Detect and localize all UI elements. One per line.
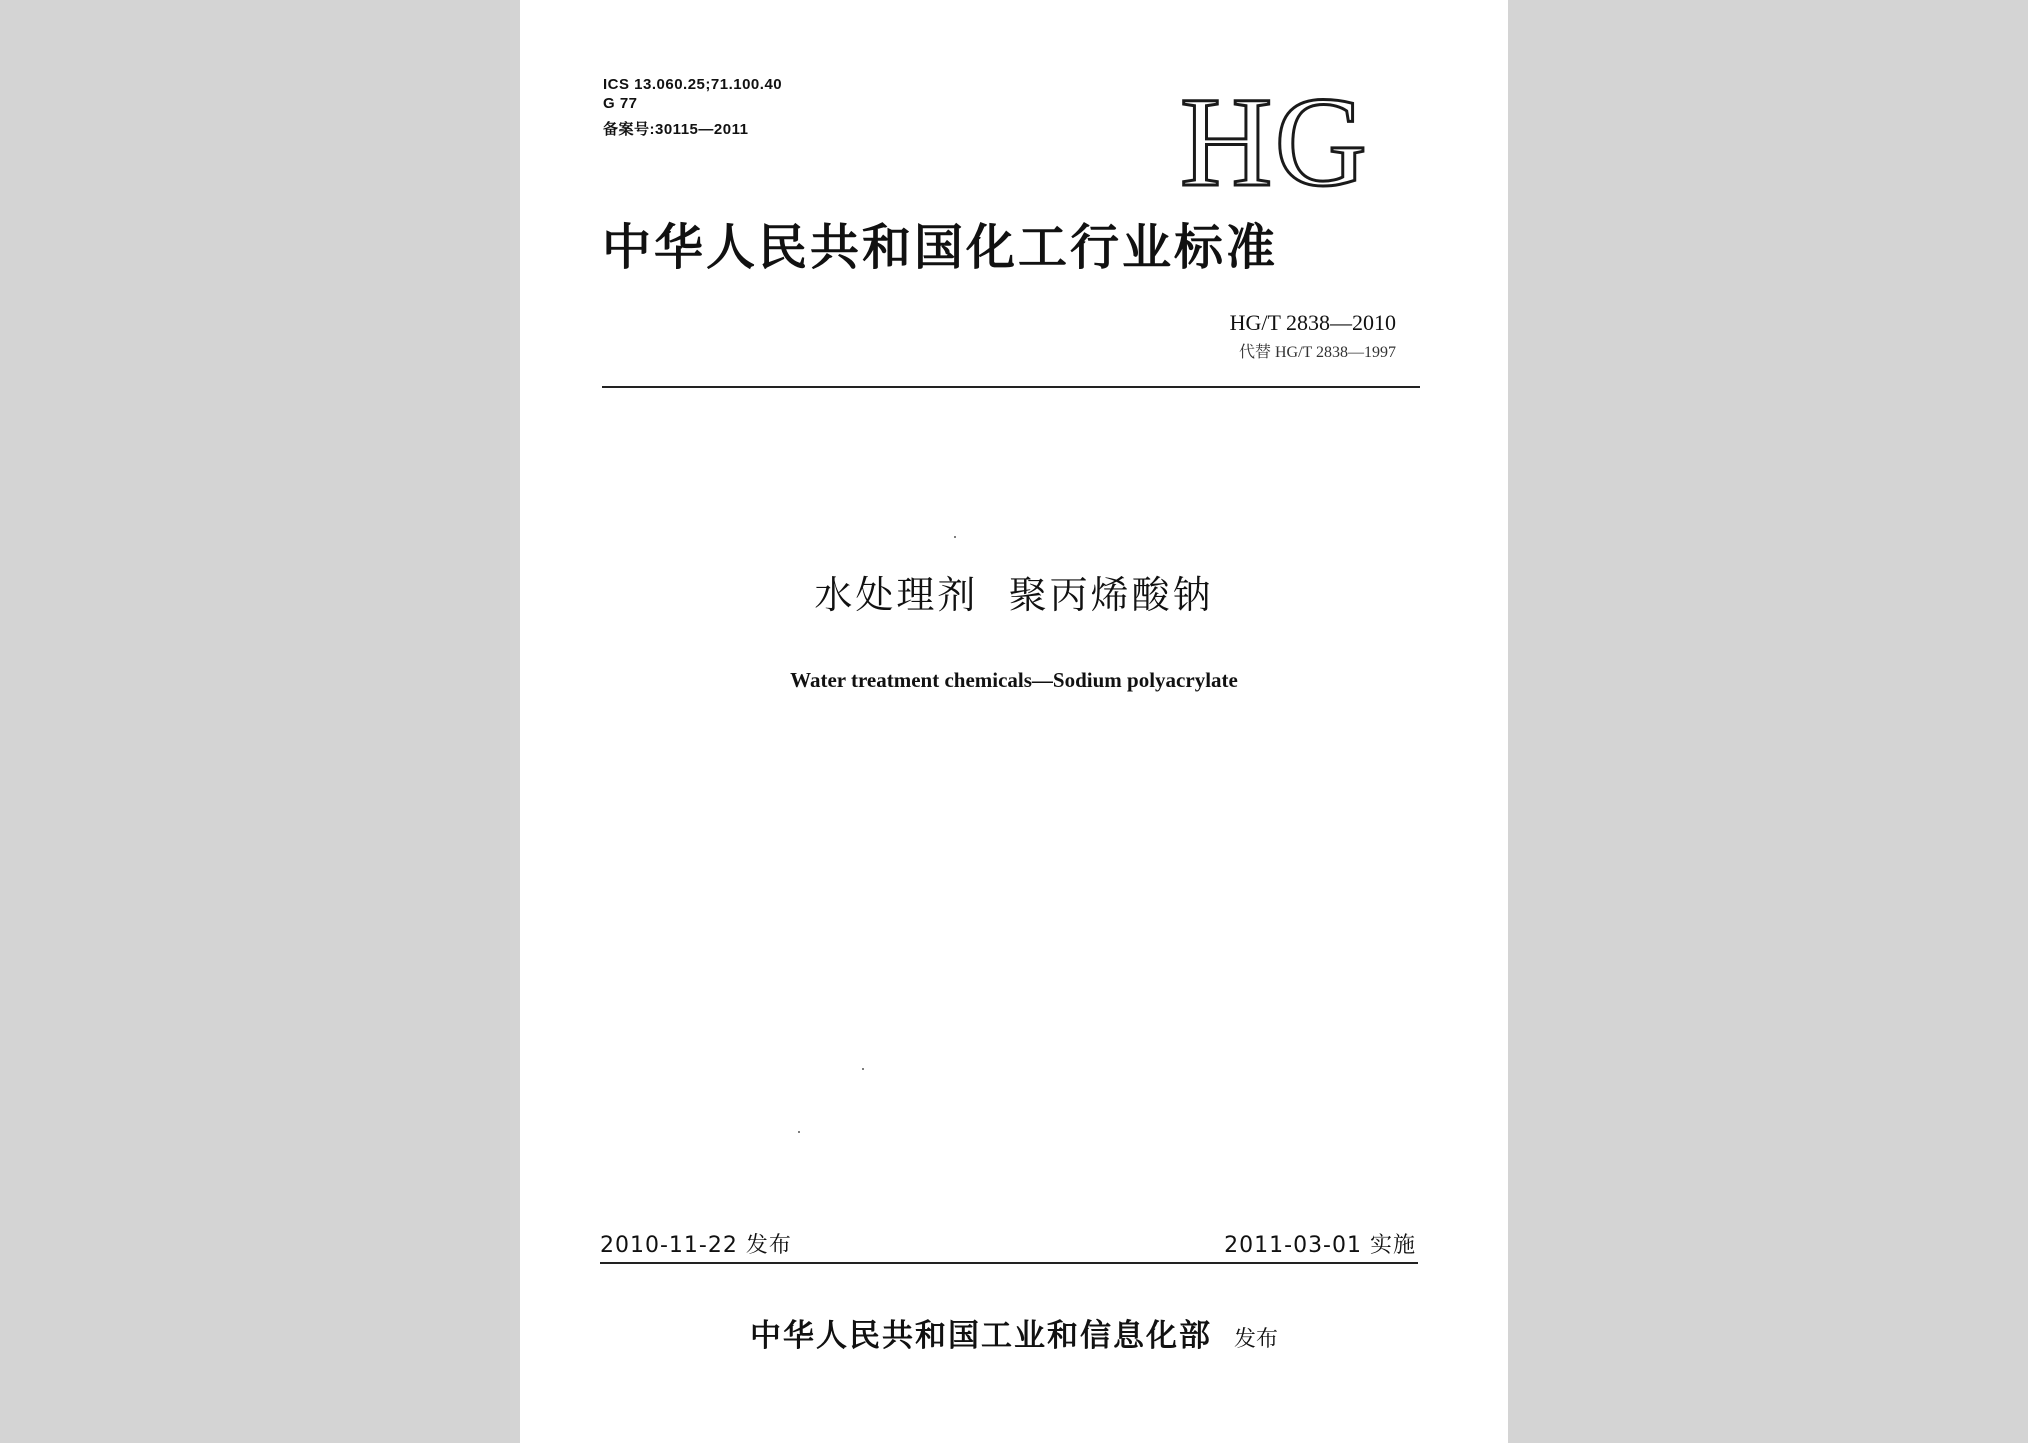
ccs-code: G 77 bbox=[603, 95, 638, 112]
publisher-suffix: 发布 bbox=[1233, 1327, 1278, 1352]
hg-logo: HG bbox=[1180, 71, 1369, 213]
standard-code: HG/T 2838—2010 bbox=[1229, 310, 1396, 335]
document-title-cn: 水处理剂 聚丙烯酸钠 bbox=[814, 573, 1214, 617]
standard-title: 中华人民共和国化工行业标准 bbox=[602, 219, 1279, 276]
scan-speck bbox=[862, 1068, 864, 1070]
publisher-name: 中华人民共和国工业和信息化部 bbox=[749, 1318, 1212, 1354]
scan-speck bbox=[954, 536, 956, 538]
document-page bbox=[520, 0, 1508, 1443]
header-divider bbox=[602, 386, 1420, 388]
footer-divider bbox=[600, 1262, 1418, 1264]
scan-speck bbox=[798, 1131, 800, 1133]
issue-date: 2010-11-22 发布 bbox=[600, 1233, 792, 1258]
record-number: 备案号:30115—2011 bbox=[603, 121, 749, 138]
publisher-line bbox=[520, 1310, 1508, 1355]
replaces-code: 代替 HG/T 2838—1997 bbox=[1238, 344, 1396, 361]
ics-code: ICS 13.060.25;71.100.40 bbox=[603, 76, 783, 93]
document-title-en: Water treatment chemicals—Sodium polyacrylate bbox=[790, 668, 1238, 692]
implement-date: 2011-03-01 实施 bbox=[1224, 1233, 1416, 1258]
